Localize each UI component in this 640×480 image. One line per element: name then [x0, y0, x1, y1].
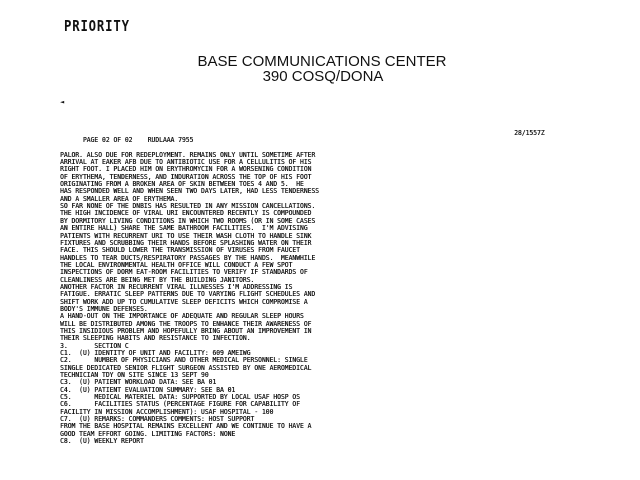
message-line: SHIFT WORK ADD UP TO CUMULATIVE SLEEP DEFICITS WHICH COMPROMISE A	[60, 296, 308, 306]
message-line: C2. NUMBER OF PHYSICIANS AND OTHER MEDICAL PERSONNEL: SINGLE	[60, 355, 308, 365]
message-body	[60, 114, 588, 444]
message-line: THE LOCAL ENVIRONMENTAL HEALTH OFFICE WILL CONDUCT A FEW SPOT	[60, 259, 293, 269]
page-marker-icon: ◄	[60, 98, 65, 106]
message-line: A HAND-OUT ON THE IMPORTANCE OF ADEQUATE AND REGULAR SLEEP HOURS	[60, 311, 304, 321]
message-line: PATIENTS WITH RECURRENT URI TO USE THEIR WASH CLOTH TO HANDLE SINK	[60, 230, 312, 240]
message-line: FIXTURES AND SCRUBBING THEIR HANDS BEFORE SPLASHING WATER ON THEIR	[60, 237, 312, 247]
message-line: AN ENTIRE HALL) SHARE THE SAME BATHROOM FACILITIES. I'M ADVISING	[60, 223, 308, 233]
message-line: C4. (U) PATIENT EVALUATION SUMMARY: SEE BA 01	[60, 384, 236, 394]
message-line: INSPECTIONS OF DORM EAT-ROOM FACILITIES TO VERIFY IF STANDARDS OF	[60, 267, 308, 277]
message-line: FACE. THIS SHOULD LOWER THE TRANSMISSION OF VIRUSES FROM FAUCET	[60, 245, 300, 255]
message-line: TECHNICIAN TDY ON SITE SINCE 13 SEPT 90	[60, 370, 209, 380]
message-line: FATIGUE. ERRATIC SLEEP PATTERNS DUE TO VARYING FLIGHT SCHEDULES AND	[60, 289, 316, 299]
page-number-line: PAGE 02 OF 02 RUDLAAA 7955	[82, 135, 194, 145]
message-line: BY DORMITORY LIVING CONDITIONS IN WHICH TWO ROOMS (OR IN SOME CASES	[60, 215, 316, 225]
document-title: BASE COMMUNICATIONS CENTER	[197, 53, 447, 70]
message-line: C7. (U) REMARKS: COMMANDERS COMMENTS: HOST SUPPORT	[60, 414, 255, 424]
message-line: THE HIGH INCIDENCE OF VIRAL URI ENCOUNTERED RECENTLY IS COMPOUNDED	[60, 208, 312, 218]
message-line: HAS RESPONDED WELL AND WHEN SEEN TWO DAYS LATER, HAD LESS TENDERNESS	[60, 186, 319, 196]
message-line: THEIR SLEEPING HABITS AND RESISTANCE TO INFECTION.	[60, 333, 251, 343]
message-line: WILL BE DISTRIBUTED AMONG THE TROOPS TO ENHANCE THEIR AWARENESS OF	[60, 318, 312, 328]
message-line: ANOTHER FACTOR IN RECURRENT VIRAL ILLNESSES I'M ADDRESSING IS	[60, 281, 293, 291]
message-line: GOOD TEAM EFFORT GOING. LIMITING FACTORS: NONE	[60, 428, 236, 438]
unit-designation: 390 COSQ/DONA	[262, 68, 384, 85]
message-line: 3. SECTION C	[60, 340, 129, 350]
message-line: BODY'S IMMUNE DEFENSES.	[60, 303, 148, 313]
message-line: ARRIVAL AT EAKER AFB DUE TO ANTIBIOTIC USE FOR A CELLULITIS OF HIS	[60, 157, 312, 167]
priority-stamp: PRIORITY	[64, 17, 130, 35]
message-line: SO FAR NONE OF THE DNBIS HAS RESULTED IN ANY MISSION CANCELLATIONS.	[60, 201, 316, 211]
message-line: C1. (U) IDENTITY OF UNIT AND FACILITY: 609 AMEIWG	[60, 348, 251, 357]
message-line: THIS INSIDIOUS PROBLEM AND HOPEFULLY BRING ABOUT AN IMPROVEMENT IN	[60, 325, 312, 335]
message-line: CLEANLINESS ARE BEING MET BY THE BUILDING JANITORS.	[60, 274, 255, 284]
message-line: ORIGINATING FROM A BROKEN AREA OF SKIN BETWEEN TOES 4 AND 5. HE	[60, 179, 304, 189]
message-line: SINGLE DEDICATED SENIOR FLIGHT SURGEON ASSISTED BY ONE AEROMEDICAL	[60, 362, 312, 372]
message-line: C8. (U) WEEKLY REPORT	[60, 436, 144, 446]
date-time-group: 28/1557Z	[514, 127, 545, 137]
message-line: HANDLES TO TEAR DUCTS/RESPIRATORY PASSAGES BY THE HANDS. MEANWHILE	[60, 252, 316, 262]
message-line: FACILITY IN MISSION ACCOMPLISHMENT): USAF HOSPITAL - 100	[60, 406, 274, 416]
message-line: PALOR. ALSO DUE FOR REDEPLOYMENT. REMAINS ONLY UNTIL SOMETIME AFTER	[60, 149, 316, 159]
message-line: FROM THE BASE HOSPITAL REMAINS EXCELLENT AND WE CONTINUE TO HAVE A	[60, 421, 312, 431]
message-line: OF ERYTHEMA, TENDERNESS, AND INDURATION ACROSS THE TOP OF HIS FOOT	[60, 171, 312, 181]
message-line: C3. (U) PATIENT WORKLOAD DATA: SEE BA 01	[60, 377, 217, 387]
message-line: AND A SMALLER AREA OF ERYTHEMA.	[60, 193, 179, 203]
message-line: C6. FACILITIES STATUS (PERCENTAGE FIGURE FOR CAPABILITY OF	[60, 399, 300, 409]
message-line: RIGHT FOOT. I PLACED HIM ON ERYTHROMYCIN FOR A WORSENING CONDITION	[60, 164, 312, 174]
message-line: C5. MEDICAL MATERIEL DATA: SUPPORTED BY LOCAL USAF HOSP OS	[60, 392, 300, 402]
message-header-line	[60, 127, 588, 145]
